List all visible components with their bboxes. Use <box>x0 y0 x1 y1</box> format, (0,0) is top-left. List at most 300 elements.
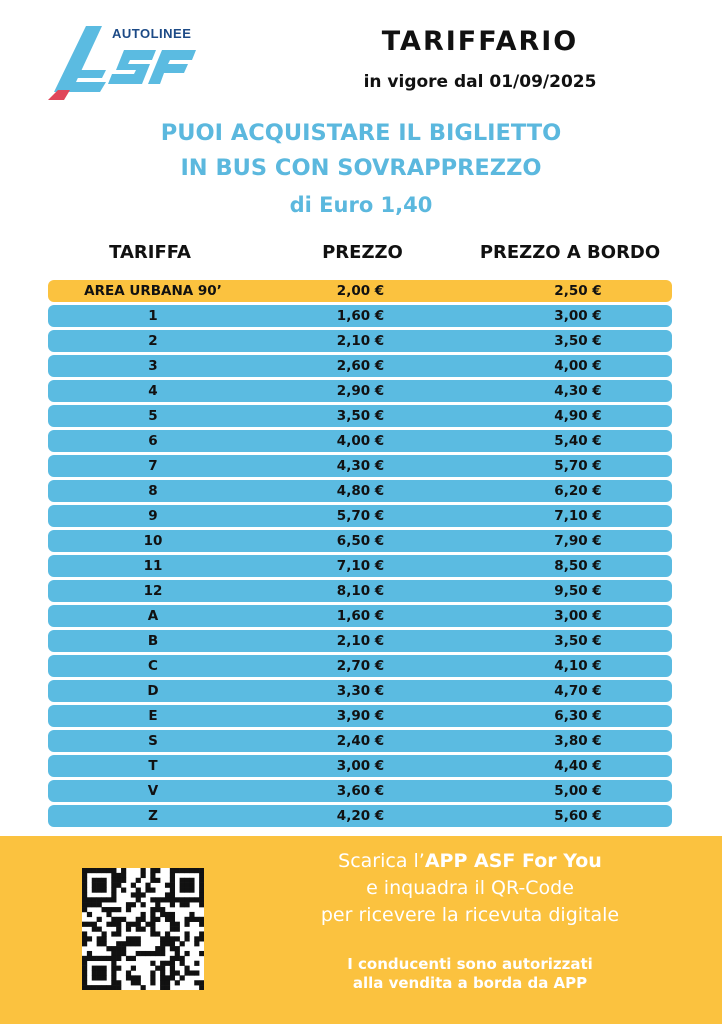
prezzo-cell: 3,50 € <box>336 408 385 424</box>
prezzo-cell: 4,30 € <box>336 458 385 474</box>
qr-module <box>180 883 185 888</box>
qr-module <box>194 936 199 941</box>
qr-module <box>150 931 155 936</box>
table-row <box>48 580 672 602</box>
qr-module <box>136 941 141 946</box>
header-prezzo: PREZZO <box>322 242 403 263</box>
qr-module <box>165 931 170 936</box>
info-line-2: IN BUS CON SOVRAPPREZZO <box>180 155 542 181</box>
qr-module <box>111 951 116 956</box>
qr-module <box>175 951 180 956</box>
table-row <box>48 305 672 327</box>
prezzo-cell: 6,50 € <box>336 533 385 549</box>
qr-module <box>87 902 92 907</box>
qr-module <box>184 917 189 922</box>
footer-app-prefix: Scarica l’ <box>338 850 425 872</box>
qr-module <box>111 931 116 936</box>
qr-module <box>102 970 107 975</box>
qr-module <box>87 912 92 917</box>
qr-module <box>150 907 155 912</box>
qr-module <box>141 985 146 990</box>
header-prezzo-a-bordo: PREZZO A BORDO <box>479 242 661 263</box>
qr-module <box>126 936 131 941</box>
qr-module <box>199 980 204 985</box>
qr-module <box>189 878 194 883</box>
qr-module <box>150 873 155 878</box>
qr-module <box>141 917 146 922</box>
qr-module <box>97 883 102 888</box>
qr-module <box>97 975 102 980</box>
tariffa-cell: C <box>148 658 158 674</box>
qr-module <box>170 936 175 941</box>
prezzo-bordo-cell: 4,40 € <box>554 758 602 774</box>
qr-module <box>116 883 121 888</box>
qr-module <box>165 897 170 902</box>
qr-module <box>111 888 116 893</box>
qr-module <box>126 902 131 907</box>
qr-module <box>82 961 87 966</box>
qr-module <box>184 970 189 975</box>
qr-module <box>87 922 92 927</box>
asf-logo <box>46 20 206 102</box>
tariffa-cell: 10 <box>143 533 163 549</box>
qr-module <box>180 902 185 907</box>
qr-module <box>199 868 204 873</box>
tariffa-cell: D <box>147 683 159 699</box>
qr-module <box>165 941 170 946</box>
qr-module <box>170 883 175 888</box>
qr-module <box>160 907 165 912</box>
tariffa-cell: B <box>147 633 159 649</box>
qr-module <box>97 888 102 893</box>
tariffa-cell: 2 <box>148 333 158 349</box>
tariffa-cell: T <box>148 758 158 774</box>
qr-module <box>165 883 170 888</box>
qr-module <box>102 931 107 936</box>
qr-module <box>102 936 107 941</box>
qr-module <box>155 951 160 956</box>
qr-module <box>126 956 131 961</box>
qr-module <box>160 912 165 917</box>
prezzo-cell: 1,60 € <box>336 308 385 324</box>
qr-module <box>82 902 87 907</box>
qr-module <box>165 980 170 985</box>
qr-module <box>131 892 136 897</box>
qr-module <box>184 931 189 936</box>
qr-module <box>97 868 102 873</box>
qr-module <box>180 878 185 883</box>
prezzo-bordo-cell: 5,60 € <box>554 808 602 824</box>
tariffa-cell: 8 <box>148 483 158 499</box>
qr-module <box>102 975 107 980</box>
footer-app-line <box>270 850 670 872</box>
tariffa-cell: 6 <box>148 433 158 449</box>
qr-module <box>165 892 170 897</box>
qr-module <box>155 897 160 902</box>
qr-module <box>175 897 180 902</box>
qr-module <box>170 897 175 902</box>
qr-module <box>121 888 126 893</box>
prezzo-bordo-cell: 9,50 € <box>554 583 602 599</box>
prezzo-bordo-cell: 8,50 € <box>554 558 602 574</box>
qr-module <box>170 912 175 917</box>
prezzo-cell: 3,90 € <box>336 708 385 724</box>
qr-module <box>92 970 97 975</box>
qr-module <box>111 917 116 922</box>
qr-module <box>121 946 126 951</box>
qr-module <box>160 941 165 946</box>
qr-module <box>170 970 175 975</box>
qr-module <box>82 888 87 893</box>
qr-module <box>111 956 116 961</box>
table-row <box>48 430 672 452</box>
qr-module <box>194 941 199 946</box>
qr-module <box>170 888 175 893</box>
qr-module <box>136 892 141 897</box>
qr-module <box>199 936 204 941</box>
qr-module <box>180 961 185 966</box>
qr-module <box>145 922 150 927</box>
qr-module <box>82 941 87 946</box>
qr-module <box>92 868 97 873</box>
info-line-3: di Euro 1,40 <box>289 193 433 217</box>
qr-module <box>150 961 155 966</box>
qr-module <box>160 985 165 990</box>
qr-module <box>106 907 111 912</box>
header-tariffa: TARIFFA <box>109 242 191 263</box>
qr-module <box>175 946 180 951</box>
qr-module <box>116 873 121 878</box>
table-row <box>48 555 672 577</box>
qr-module <box>102 956 107 961</box>
qr-module <box>160 975 165 980</box>
qr-module <box>145 951 150 956</box>
tariffa-cell: A <box>147 608 159 624</box>
qr-module <box>116 917 121 922</box>
qr-module <box>194 970 199 975</box>
qr-module <box>170 961 175 966</box>
qr-module <box>175 970 180 975</box>
table-row <box>48 805 672 827</box>
prezzo-bordo-cell: 3,00 € <box>554 308 602 324</box>
qr-module <box>160 970 165 975</box>
qr-module <box>189 970 194 975</box>
qr-module <box>92 975 97 980</box>
qr-module <box>165 985 170 990</box>
qr-module <box>116 985 121 990</box>
qr-module <box>199 897 204 902</box>
qr-module <box>155 917 160 922</box>
qr-module <box>160 946 165 951</box>
qr-module <box>136 975 141 980</box>
qr-module <box>136 922 141 927</box>
qr-module <box>141 868 146 873</box>
qr-module <box>97 927 102 932</box>
qr-module <box>121 941 126 946</box>
qr-module <box>82 985 87 990</box>
prezzo-bordo-cell: 3,00 € <box>554 608 602 624</box>
tariffa-cell: E <box>148 708 158 724</box>
qr-module <box>82 936 87 941</box>
qr-module <box>155 946 160 951</box>
qr-module <box>189 912 194 917</box>
qr-module <box>136 951 141 956</box>
qr-module <box>199 902 204 907</box>
table-row <box>48 755 672 777</box>
qr-module <box>106 956 111 961</box>
qr-module <box>160 936 165 941</box>
prezzo-cell: 2,10 € <box>336 333 385 349</box>
prezzo-cell: 7,10 € <box>336 558 385 574</box>
qr-module <box>97 970 102 975</box>
qr-module <box>92 883 97 888</box>
qr-module <box>111 892 116 897</box>
prezzo-bordo-cell: 5,00 € <box>554 783 602 799</box>
table-row <box>48 680 672 702</box>
qr-module <box>194 917 199 922</box>
logo-tagline: AUTOLINEE <box>112 26 192 41</box>
qr-module <box>175 936 180 941</box>
qr-module <box>111 883 116 888</box>
qr-module <box>131 956 136 961</box>
qr-module <box>92 927 97 932</box>
qr-module <box>184 888 189 893</box>
tariffa-cell: 5 <box>148 408 158 424</box>
qr-module <box>199 878 204 883</box>
qr-module <box>106 897 111 902</box>
qr-module <box>136 897 141 902</box>
qr-module <box>106 912 111 917</box>
qr-module <box>97 966 102 971</box>
qr-module <box>82 907 87 912</box>
qr-module <box>141 902 146 907</box>
page-subtitle: in vigore dal 01/09/2025 <box>363 72 597 92</box>
qr-module <box>184 966 189 971</box>
qr-module <box>111 922 116 927</box>
footer-line-2: e inquadra il QR-Code <box>366 877 574 899</box>
prezzo-bordo-cell: 4,00 € <box>554 358 602 374</box>
qr-module <box>194 868 199 873</box>
qr-module <box>126 907 131 912</box>
qr-module <box>170 946 175 951</box>
qr-module <box>160 961 165 966</box>
tariffa-cell: 4 <box>148 383 158 399</box>
prezzo-bordo-cell: 4,10 € <box>554 658 602 674</box>
qr-module <box>155 931 160 936</box>
qr-module <box>141 892 146 897</box>
qr-module <box>165 975 170 980</box>
qr-module <box>150 917 155 922</box>
info-line-1: PUOI ACQUISTARE IL BIGLIETTO <box>160 120 562 146</box>
qr-module <box>126 975 131 980</box>
prezzo-cell: 2,90 € <box>336 383 385 399</box>
prezzo-bordo-cell: 3,50 € <box>554 333 602 349</box>
tariffa-cell: 11 <box>143 558 163 574</box>
qr-module <box>165 917 170 922</box>
qr-module <box>82 873 87 878</box>
qr-module <box>106 922 111 927</box>
qr-module <box>102 868 107 873</box>
qr-module <box>102 966 107 971</box>
prezzo-bordo-cell: 7,10 € <box>554 508 602 524</box>
qr-module <box>170 878 175 883</box>
qr-module <box>155 907 160 912</box>
table-row <box>48 330 672 352</box>
qr-module <box>175 922 180 927</box>
qr-module <box>131 902 136 907</box>
qr-module <box>82 892 87 897</box>
qr-module <box>97 985 102 990</box>
tariffa-cell: 1 <box>148 308 158 324</box>
qr-module <box>87 936 92 941</box>
qr-module <box>150 888 155 893</box>
qr-module <box>126 922 131 927</box>
qr-module <box>199 922 204 927</box>
qr-module <box>116 931 121 936</box>
qr-module <box>111 878 116 883</box>
prezzo-bordo-cell: 3,50 € <box>554 633 602 649</box>
qr-module <box>170 975 175 980</box>
qr-module <box>160 951 165 956</box>
prezzo-bordo-cell: 4,90 € <box>554 408 602 424</box>
qr-module <box>111 907 116 912</box>
qr-module <box>184 878 189 883</box>
table-row <box>48 730 672 752</box>
prezzo-cell: 2,40 € <box>336 733 385 749</box>
qr-module <box>150 970 155 975</box>
qr-module <box>131 975 136 980</box>
qr-module <box>150 897 155 902</box>
prezzo-bordo-cell: 6,30 € <box>554 708 602 724</box>
qr-module <box>87 956 92 961</box>
qr-module <box>175 927 180 932</box>
qr-module <box>92 985 97 990</box>
qr-module <box>97 956 102 961</box>
qr-module <box>199 985 204 990</box>
qr-module <box>131 883 136 888</box>
qr-module <box>194 897 199 902</box>
table-row <box>48 480 672 502</box>
qr-module <box>150 868 155 873</box>
qr-module <box>184 936 189 941</box>
qr-module <box>194 961 199 966</box>
qr-module <box>170 941 175 946</box>
qr-module <box>111 961 116 966</box>
qr-module <box>102 888 107 893</box>
qr-module <box>136 878 141 883</box>
qr-module <box>116 878 121 883</box>
table-row <box>48 405 672 427</box>
qr-module <box>180 956 185 961</box>
table-row <box>48 655 672 677</box>
qr-module <box>92 956 97 961</box>
prezzo-bordo-cell: 5,40 € <box>554 433 602 449</box>
qr-module <box>92 966 97 971</box>
qr-module <box>189 868 194 873</box>
qr-module <box>150 912 155 917</box>
prezzo-bordo-cell: 7,90 € <box>554 533 602 549</box>
qr-module <box>199 951 204 956</box>
qr-module <box>170 966 175 971</box>
table-row <box>48 505 672 527</box>
prezzo-cell: 2,70 € <box>336 658 385 674</box>
qr-module <box>116 951 121 956</box>
table-row <box>48 380 672 402</box>
qr-module <box>116 907 121 912</box>
qr-module <box>102 907 107 912</box>
qr-module <box>141 873 146 878</box>
prezzo-cell: 3,30 € <box>336 683 385 699</box>
qr-module <box>116 922 121 927</box>
qr-module <box>82 956 87 961</box>
qr-module <box>111 897 116 902</box>
qr-module <box>92 902 97 907</box>
qr-code-icon <box>82 868 204 990</box>
qr-module <box>106 868 111 873</box>
qr-module <box>199 931 204 936</box>
qr-module <box>184 868 189 873</box>
table-row <box>48 455 672 477</box>
qr-module <box>160 897 165 902</box>
qr-module <box>116 956 121 961</box>
table-row <box>48 630 672 652</box>
qr-module <box>170 873 175 878</box>
table-row <box>48 355 672 377</box>
tariffa-cell: S <box>148 733 158 749</box>
qr-module <box>82 980 87 985</box>
prezzo-cell: 4,80 € <box>336 483 385 499</box>
qr-module <box>82 868 87 873</box>
qr-module <box>175 868 180 873</box>
qr-module <box>131 936 136 941</box>
qr-module <box>189 897 194 902</box>
qr-module <box>97 902 102 907</box>
prezzo-cell: 5,70 € <box>336 508 385 524</box>
qr-module <box>155 868 160 873</box>
qr-module <box>106 946 111 951</box>
qr-module <box>160 980 165 985</box>
qr-module <box>87 868 92 873</box>
prezzo-bordo-cell: 3,80 € <box>554 733 602 749</box>
fare-table <box>48 280 672 830</box>
qr-module <box>97 941 102 946</box>
prezzo-cell: 8,10 € <box>336 583 385 599</box>
tariffa-cell: 9 <box>148 508 158 524</box>
qr-module <box>180 975 185 980</box>
qr-module <box>97 917 102 922</box>
qr-module <box>155 878 160 883</box>
qr-module <box>150 980 155 985</box>
qr-module <box>116 980 121 985</box>
qr-module <box>150 922 155 927</box>
prezzo-cell: 2,10 € <box>336 633 385 649</box>
qr-module <box>170 956 175 961</box>
qr-module <box>97 878 102 883</box>
qr-module <box>102 883 107 888</box>
qr-module <box>136 917 141 922</box>
qr-module <box>150 927 155 932</box>
prezzo-bordo-cell: 4,30 € <box>554 383 602 399</box>
qr-module <box>199 873 204 878</box>
tariffa-cell: AREA URBANA 90’ <box>84 283 222 299</box>
prezzo-cell: 2,00 € <box>336 283 385 299</box>
qr-module <box>121 878 126 883</box>
qr-module <box>199 917 204 922</box>
qr-module <box>170 868 175 873</box>
qr-module <box>111 970 116 975</box>
qr-module <box>184 922 189 927</box>
prezzo-cell: 4,20 € <box>336 808 385 824</box>
